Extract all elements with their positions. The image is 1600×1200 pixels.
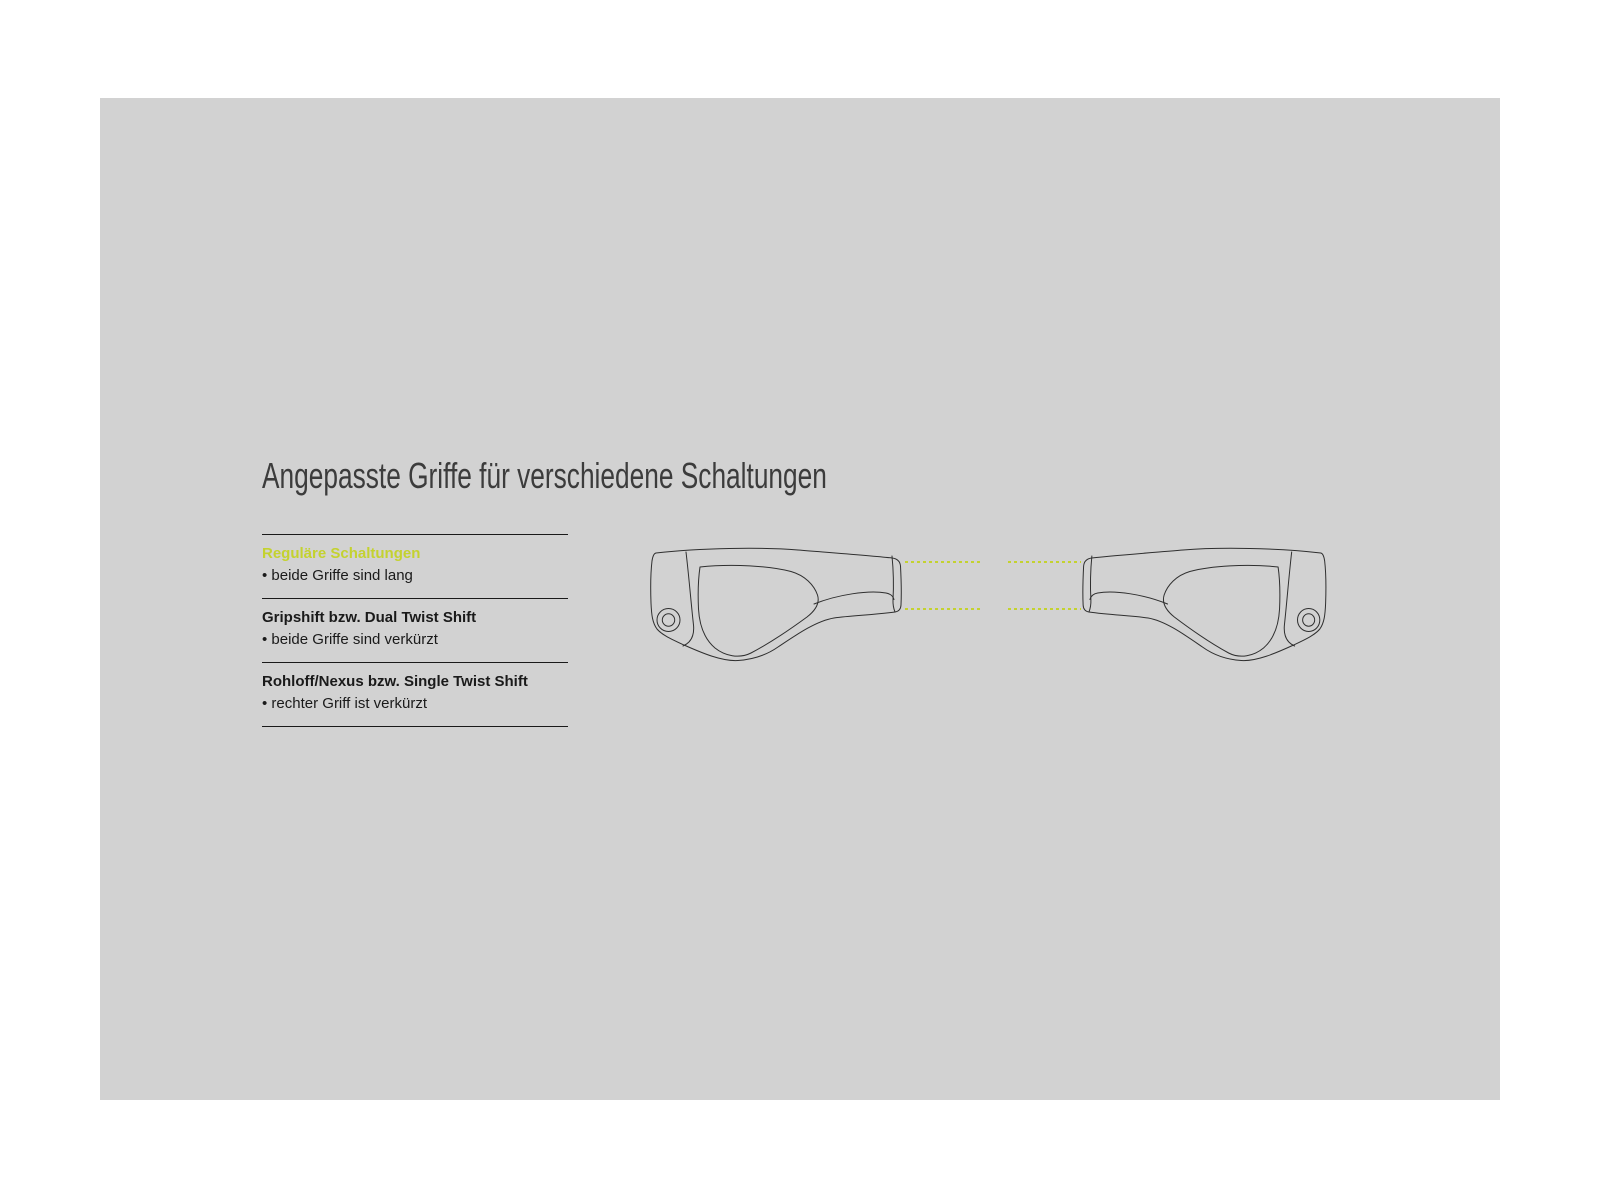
ergonomic-grip-right-icon [1083,548,1326,660]
option-heading: Rohloff/Nexus bzw. Single Twist Shift [262,673,528,690]
option-heading: Gripshift bzw. Dual Twist Shift [262,609,477,626]
option-bullet: • beide Griffe sind verkürzt [262,631,438,648]
option-rohloff-nexus [262,662,568,726]
option-regular-shifters [262,534,568,598]
option-bullet: • beide Griffe sind lang [262,567,413,584]
content-panel [100,98,1500,1100]
ergonomic-grip-left-icon [651,548,902,660]
option-gripshift [262,598,568,662]
grips-diagram [630,545,1340,670]
page-title [262,454,1036,497]
options-list [262,534,568,727]
option-heading: Reguläre Schaltungen [262,545,421,562]
option-bullet: • rechter Griff ist verkürzt [262,695,428,712]
page-title-text: Angepasste Griffe für verschiedene Schaltungen [262,455,827,496]
